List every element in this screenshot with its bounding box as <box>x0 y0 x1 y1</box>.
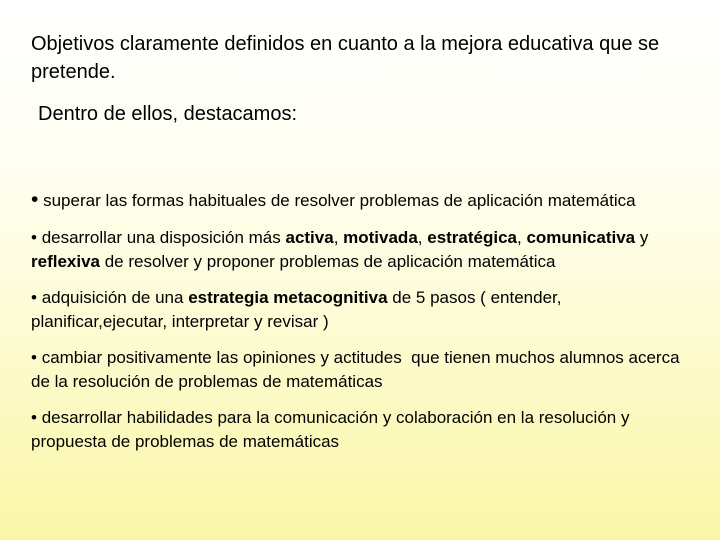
item-text: cambiar positivamente las opiniones y actitudes que tienen muchos alumnos acerca de la resolución de problemas de matemáticas <box>31 348 685 391</box>
intro-text: Objetivos claramente definidos en cuanto a la mejora educativa que se pretende. <box>31 33 660 83</box>
item-text: , <box>517 228 527 247</box>
emphasis: comunicativa <box>526 228 636 247</box>
emphasis: activa <box>285 228 334 247</box>
emphasis: estratégica <box>427 228 518 247</box>
bullet-icon: • <box>31 408 37 427</box>
objectives-list <box>31 188 701 466</box>
bullet-icon: • <box>31 288 37 307</box>
bullet-icon: • <box>31 348 37 367</box>
item-text: desarrollar una disposición más <box>41 228 286 247</box>
item-text: superar las formas habituales de resolver problemas de aplicación matemática <box>43 191 636 210</box>
list-item <box>31 188 701 213</box>
bullet-icon: • <box>31 188 39 211</box>
list-item <box>31 346 701 394</box>
item-text: desarrollar habilidades para la comunicación y colaboración en la resolución y propuesta de problemas de matemáticas <box>31 408 630 451</box>
list-item <box>31 226 701 274</box>
emphasis: reflexiva <box>31 252 100 271</box>
item-text: , <box>333 228 344 247</box>
emphasis: estrategia metacognitiva <box>188 288 388 307</box>
list-item <box>31 286 701 334</box>
subheading: Dentro de ellos, destacamos: <box>38 103 298 125</box>
list-item <box>31 406 701 454</box>
bullet-icon: • <box>31 228 37 247</box>
item-text: de 5 pasos ( entender, planificar,ejecutar, interpretar y revisar ) <box>31 288 562 331</box>
item-text: y <box>635 228 649 247</box>
item-text: , <box>417 228 428 247</box>
item-text: adquisición de una <box>41 288 189 307</box>
emphasis: motivada <box>343 228 418 247</box>
item-text: de resolver y proponer problemas de aplicación matemática <box>100 252 556 271</box>
